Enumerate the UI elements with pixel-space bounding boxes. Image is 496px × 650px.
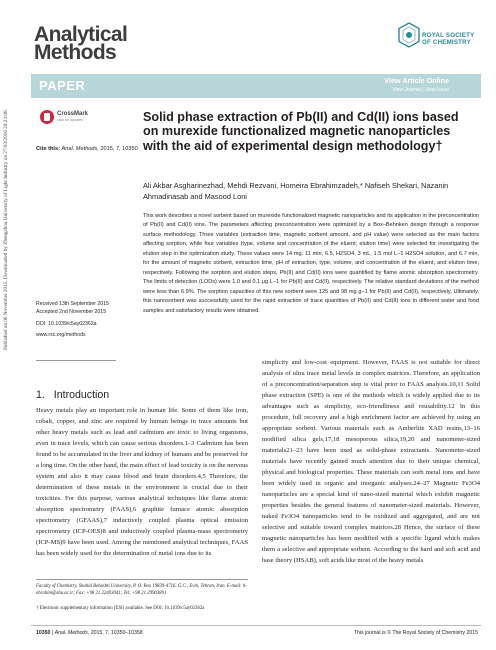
footer-divider <box>31 625 481 626</box>
journal-title <box>34 23 128 64</box>
citation-line <box>36 146 138 152</box>
intro-paragraph-left: Heavy metals play an important role in human life. Some of them like iron, cobalt, copper, and zinc are required by human beings in trace amounts but other heavy metals such as lead and cadmium are toxic to living organisms, even in trace levels, which can cause serious disorders.1–3 Cadmium has been found to be accumulated in the liver and kidney of humans and be preserved for a long time. On the other hand, the main effect of lead toxicity is on the nervous system and also it may cause blood and brain disorders.4,5 Therefore, the determination of these metals in the environment is crucial due to their toxicities. For this purpose, various analytical techniques like flame atomic absorption spectrometry (FAAS),6 graphite furnace atomic absorption spectrometry (GFAAS),7 inductively coupled plasma optical emission spectrometry (ICP-OES)8 and inductively coupled plasma-mass spectrometry (ICP-MS)9 have been used. Among the mentioned analytical techniques, FAAS has been widely used for the determination of metal ions due to its <box>36 407 248 557</box>
article-meta <box>36 301 109 340</box>
crossmark-label: CrossMark <box>57 111 89 117</box>
doi-link[interactable]: DOI: 10.1039/c5ay02362a <box>36 320 97 327</box>
received-date: Received 13th September 2015 <box>36 301 109 307</box>
copyright-notice: This journal is © The Royal Society of Chemistry 2015 <box>353 630 478 636</box>
intro-paragraph-right: simplicity and low-cost equipment. However, FAAS is not suitable for direct analysis of ultra trace metal levels in complex matrices. Therefore, an application of a preconcentration/separation step is vital prior to FAAS analysis.10,11 Solid phase extraction (SPE) is one of the methods which is widely applied due to its advantages such as simplicity, eco-friendliness and reusability.12 In this procedure, full recovery and a high enrichment factor are achieved by using an appropriate sorbent. Various materials such as Amberlite XAD resins,13–16 modified silica gels,17,18 mesoporous silica,19,20 and nanometer-sized materials21–23 have been used as solid-phase extractants. Nanometer-sized materials have recently gained much attention due to their unique chemical, physical and biological properties. These materials can sorb metal ions and have been widely used in organic and inorganic analyses.24–27 Magnetic Fe3O4 nanoparticles are a special kind of nano-sized material which exhibit magnetic properties besides the general features of nanometer-sized materials. However, naked Fe3O4 nanoparticles tend to be oxidized and aggregated, and are not selective and suitable toward complex matrices.28 Hence, the surface of these magnetic nanoparticles has been modified with a specific ligand which makes them a selective and appropriate sorbent. According to the hard and soft acid and base theory (HSAB), soft acids like most of the heavy metals <box>262 359 480 564</box>
view-article-online-link[interactable]: View Article Online <box>384 76 449 85</box>
section-title: Introduction <box>53 389 110 401</box>
affiliation-footnote: Faculty of Chemistry, Shahid Beheshti University, P. O. Box 19839-4716, G.C., Evin, Tehran, Iran. E-mail: h-ebrahim@sbu.ac.ir; Fax: +98 21 22403041; Tel: +98 21 29903891 <box>36 584 247 597</box>
rsc-emblem-icon <box>398 22 420 48</box>
esi-footnote: † Electronic supplementary information (ESI) available. See DOI: 10.1039/c5ay02362a <box>36 606 205 611</box>
abstract-text: This work describes a novel sorbent based on murexide functionalized magnetic nanoparticles and its application in the preconcentration of Pb(II) and Cd(II) ions. The parameters affecting preconcentration were optimized by a Box–Behnken design through a response surface methodology. Three variables (extraction time, magnetic sorbent amount, and pH value) were selected as the main factors affecting sorption, while four variables (type, volume and concentration of the eluent; elution time) were selected for investigating the elution step in the optimization study. These values were 14 mg, 11 min, 6.5, H2SO4, 3 mL, 1.5 mol L−1 H2SO4 solution, and 6.7 min, for the amount of magnetic sorbent, extraction time, pH of extraction, type, volume, and concentration of the eluent, and elution time, respectively. Following the sorption and elution steps, Pb(II) and Cd(II) ions were quantified by flame atomic absorption spectrometry. The limits of detection (LODs) were 1.0 and 0.1 μg L−1 for Pb(II) and Cd(II), respectively. The relative standard deviations of the method were less than 6.9%. The sorption capacities of this new sorbent were 125 and 98 mg g−1 for Pb(II) and Cd(II), respectively. Ultimately, this nanosorbent was successfully used for the rapid extraction of trace quantities of Pb(II) and Cd(II) ions in different water and food samples and satisfactory results were obtained. <box>143 213 479 314</box>
footer-ref: 2015, 7, 10350–10358 <box>90 630 143 636</box>
download-watermark-text: Published on 06 November 2015. Downloaded by Zhengzhou University of Light Industry on 27/03/2016 20:23:08. <box>3 109 9 350</box>
crossmark-icon <box>40 110 54 124</box>
rsc-logo[interactable] <box>398 22 480 62</box>
view-journal-issue-link[interactable]: View Journal | View Issue <box>392 87 449 93</box>
body-column-right <box>262 357 480 566</box>
author-list: Ali Akbar Asgharinezhad, Mehdi Rezvani, Homeira Ebrahimzadeh,* Nafiseh Shekari, Nazanin Ahmadinasab and Masood Loni <box>143 181 449 201</box>
section-number: 1. <box>36 389 45 401</box>
journal-url-link[interactable]: www.rsc.org/methods <box>36 332 86 339</box>
crossmark-badge[interactable] <box>40 110 100 126</box>
meta-divider <box>36 360 116 361</box>
article-title: Solid phase extraction of Pb(II) and Cd(II) ions based on murexide functionalized magnetic nanoparticles with the aid of experimental design methodology† <box>143 110 459 153</box>
article-type-label: PAPER <box>39 78 86 93</box>
body-column-left <box>36 405 248 559</box>
journal-title-line1: Analytical <box>34 23 128 46</box>
journal-title-line2: Methods <box>34 41 117 64</box>
rsc-line2: OF CHEMISTRY <box>422 39 471 46</box>
cite-journal: Anal. Methods, <box>61 146 99 152</box>
accepted-date: Accepted 2nd November 2015 <box>36 308 107 315</box>
rsc-logo-text <box>422 32 474 46</box>
section-heading-introduction <box>36 389 109 401</box>
cite-ref: 2015, 7, 10350 <box>100 146 138 152</box>
download-watermark <box>3 110 11 350</box>
page-footer-left: 10350 | Anal. Methods, 2015, 7, 10350–10358 <box>36 630 143 636</box>
footer-journal: Anal. Methods, <box>54 630 90 636</box>
rsc-line1: ROYAL SOCIETY <box>422 32 475 39</box>
page-number: 10350 <box>36 630 51 636</box>
article-type-banner <box>31 74 481 98</box>
crossmark-sub: click for updates <box>57 118 83 122</box>
cite-prefix: Cite this: <box>36 146 60 152</box>
